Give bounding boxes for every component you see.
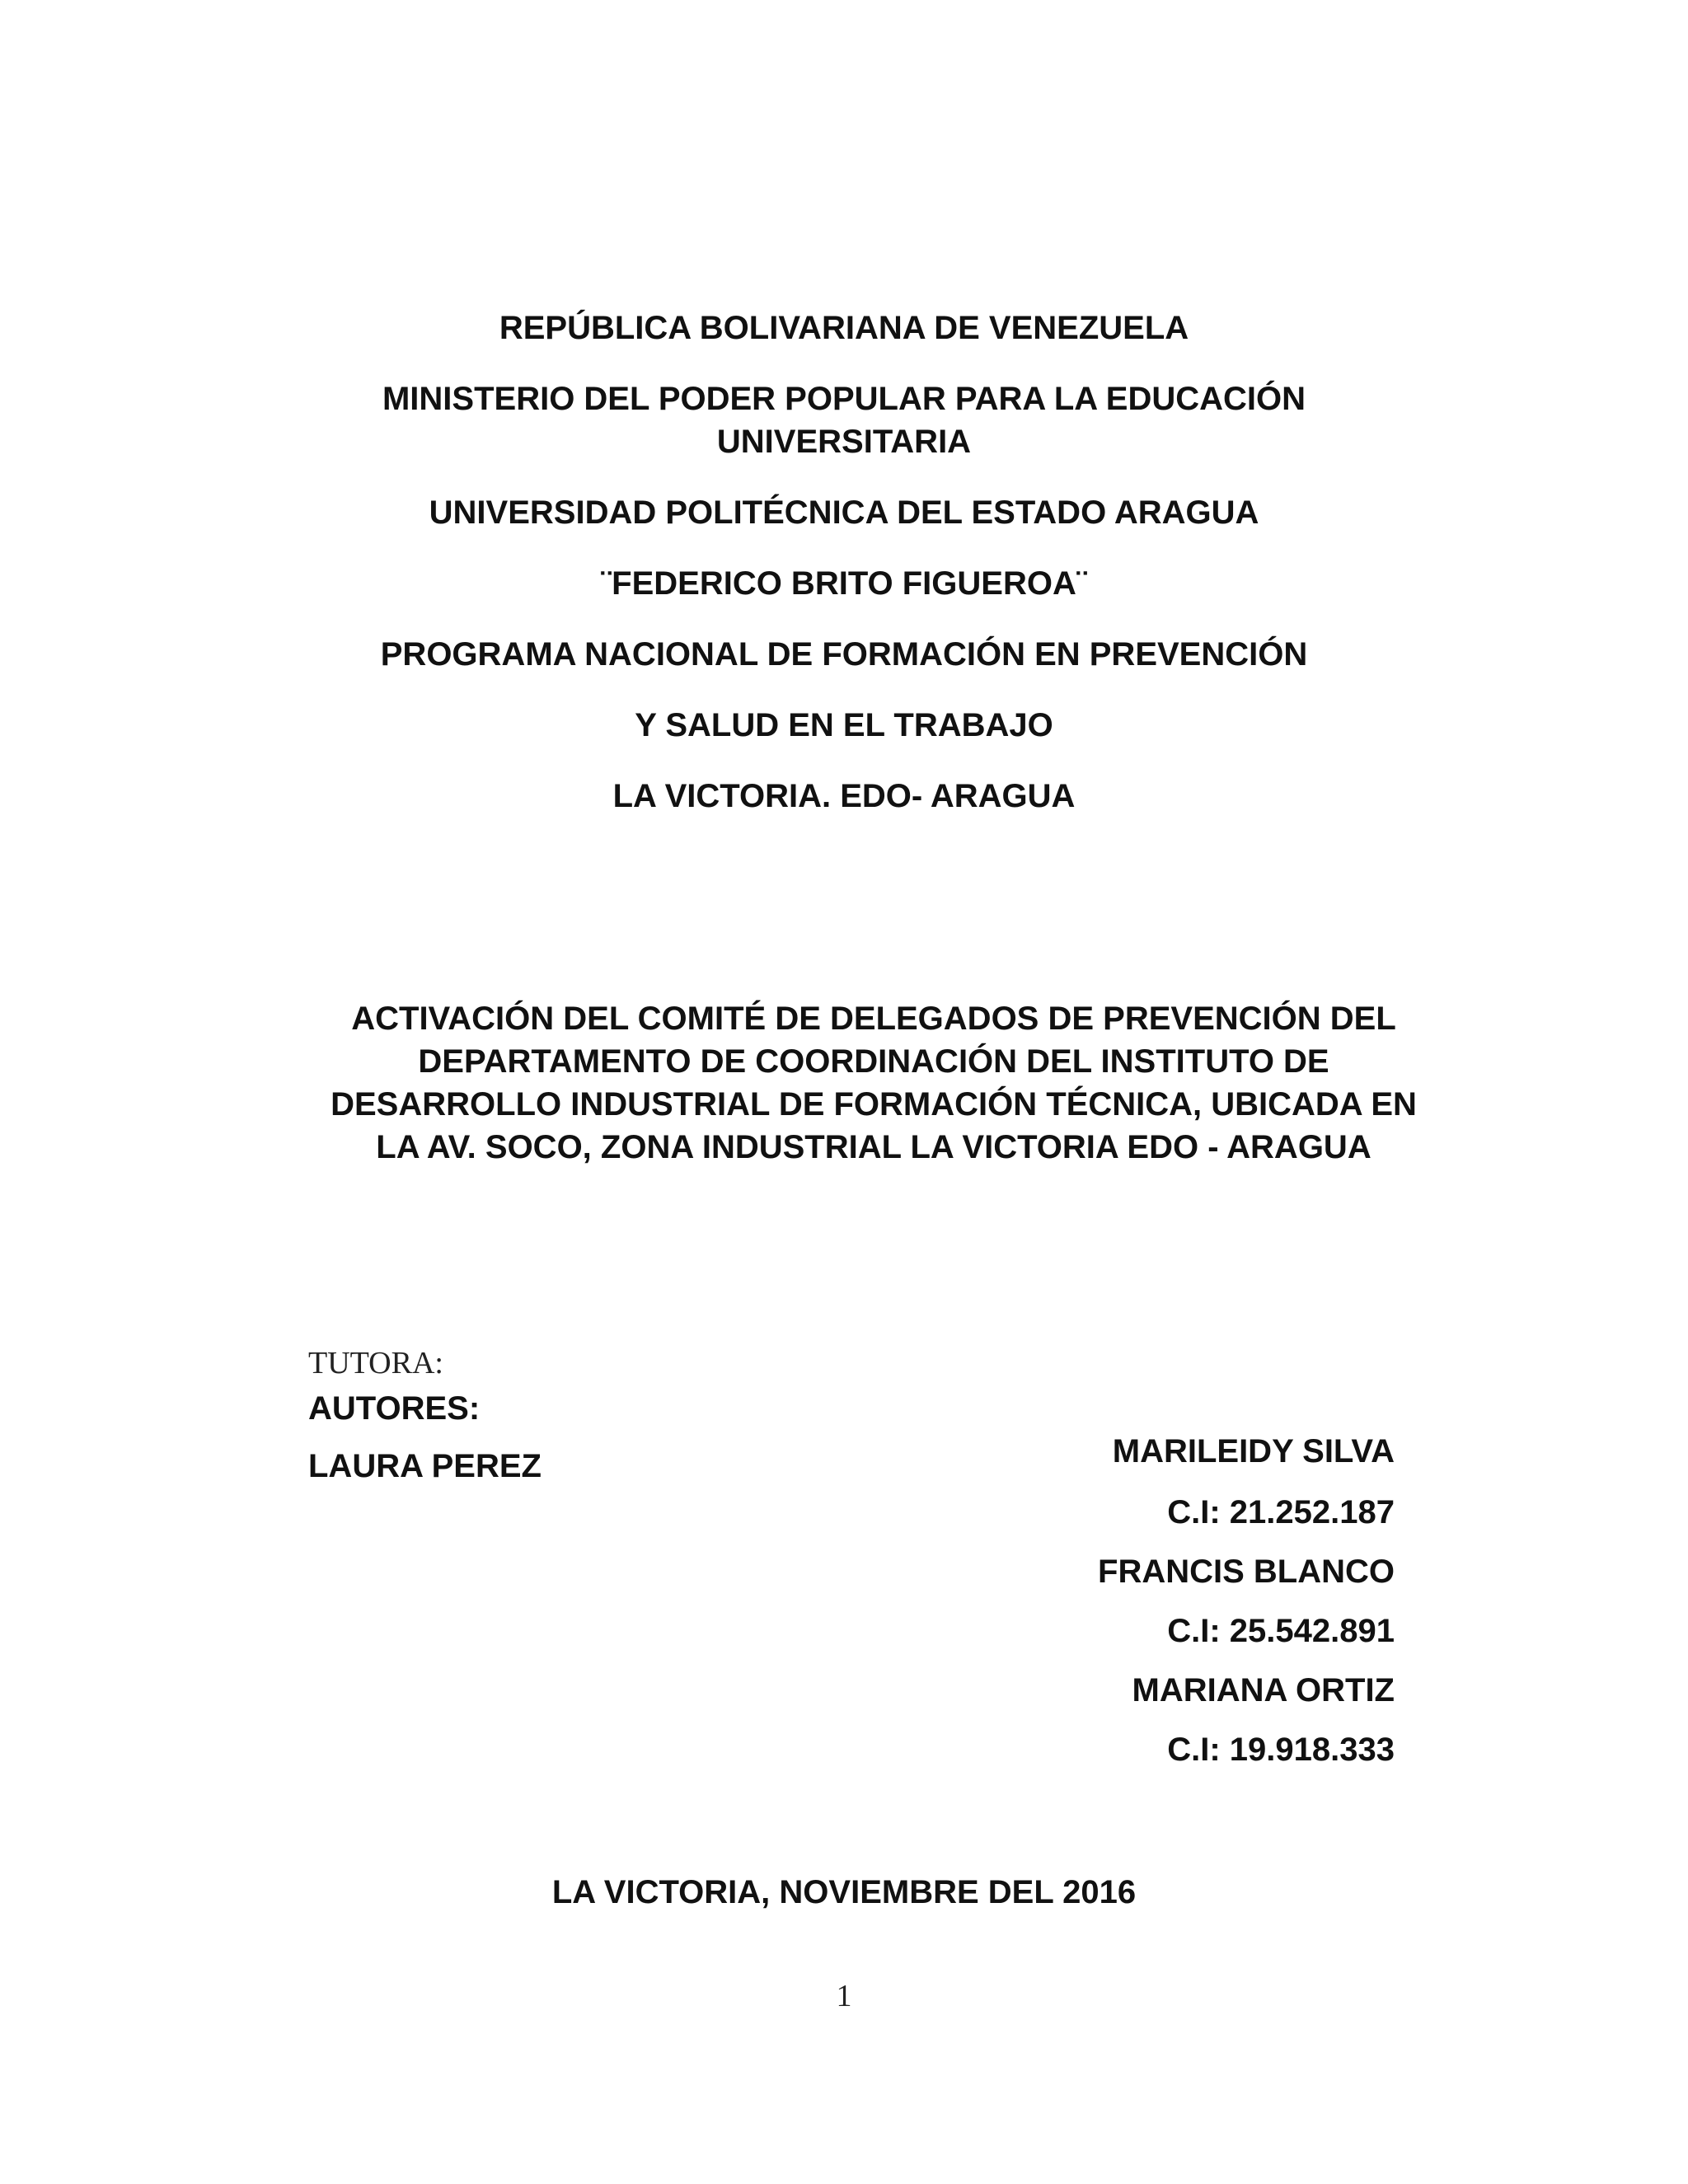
title-line: ACTIVACIÓN DEL COMITÉ DE DELEGADOS DE PREVENCIÓN DEL [351,1001,1396,1037]
document-date: LA VICTORIA, NOVIEMBRE DEL 2016 [551,1874,1137,1910]
page-number: 1 [836,1979,852,2013]
tutor-name: LAURA PEREZ [308,1448,542,1484]
author-ci: C.I: 21.252.187 [1167,1494,1395,1530]
title-line: DESARROLLO INDUSTRIAL DE FORMACIÓN TÉCNICA, UBICADA EN [331,1086,1417,1122]
title-line: DEPARTAMENTO DE COORDINACIÓN DEL INSTITUTO DE [418,1043,1329,1080]
author-name: MARIANA ORTIZ [1132,1672,1395,1708]
title-line: LA AV. SOCO, ZONA INDUSTRIAL LA VICTORIA EDO - ARAGUA [376,1129,1372,1165]
document-title [313,997,1434,1169]
header-location: LA VICTORIA. EDO- ARAGUA [612,778,1076,814]
author-name: MARILEIDY SILVA [1112,1433,1395,1469]
author-ci: C.I: 19.918.333 [1167,1732,1395,1768]
header-university-name: ¨FEDERICO BRITO FIGUEROA¨ [600,565,1088,602]
header-ministry-cont: UNIVERSITARIA [716,424,972,460]
tutor-label: TUTORA: [308,1346,443,1380]
author-name: FRANCIS BLANCO [1098,1554,1395,1590]
header-ministry: MINISTERIO DEL PODER POPULAR PARA LA EDUCACIÓN [382,381,1306,417]
author-ci: C.I: 25.542.891 [1167,1613,1395,1649]
header-country: REPÚBLICA BOLIVARIANA DE VENEZUELA [499,310,1189,346]
header-program: PROGRAMA NACIONAL DE FORMACIÓN EN PREVENCIÓN [380,636,1308,673]
authors-label: AUTORES: [308,1390,481,1427]
header-program-cont: Y SALUD EN EL TRABAJO [635,707,1053,743]
header-university: UNIVERSIDAD POLITÉCNICA DEL ESTADO ARAGUA [429,494,1259,531]
